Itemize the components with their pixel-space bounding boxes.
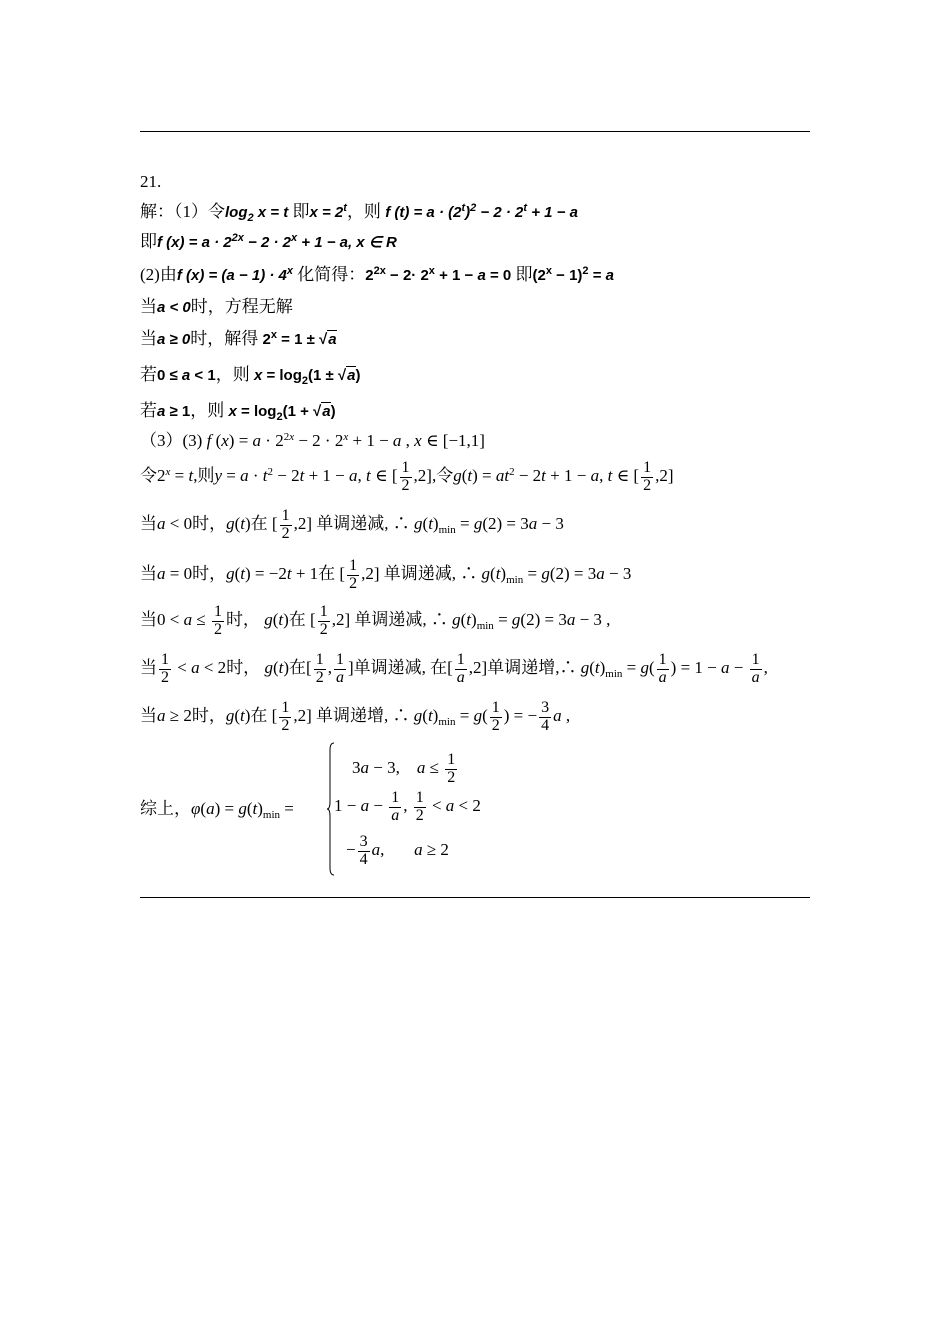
case-pos-sol: $2^x = 1 \pm √a$ — [262, 329, 337, 348]
part1-ze: ，则 — [346, 202, 381, 221]
ling-g: ,令 — [431, 466, 454, 486]
case-neg-cond: a < 0 — [157, 299, 191, 316]
frac-3-4: $\frac{3}{4}$ — [359, 833, 368, 868]
part1-intro: 解：（1）令 — [140, 202, 225, 221]
frac-1-over-a: $\frac{1}{a}$ — [456, 651, 465, 686]
frac-half: $\frac{1}{2}$ — [161, 651, 169, 686]
part1-ji: 即 — [292, 202, 310, 221]
frac-half: $\frac{1}{2}$ — [643, 459, 652, 494]
case-pos-pre: 当 — [140, 329, 157, 348]
part2-line1 — [140, 266, 614, 283]
ruo1-mid: ，则 — [215, 365, 250, 384]
part1-x-eq: $x = 2^t$ — [309, 202, 347, 221]
case-neg-pre: 当 — [140, 297, 157, 316]
jian: 单调递减 — [354, 610, 423, 630]
part3-label: （3） — [140, 431, 183, 450]
dang: 当 — [140, 514, 157, 534]
part3-line1: （3）(3) f $(x) = a \cdot 2^{2x} - 2 \cdot 2^x + 1 - a$ , x ∈ [−1,1] — [140, 431, 485, 450]
summary-text: 综上， — [140, 799, 191, 818]
zeng: 单调递增 — [316, 706, 385, 726]
jian: 单调递减 — [383, 564, 452, 584]
part2-simplified: $2^{2x} - 2\cdot 2^x + 1 - a = 0$ — [365, 265, 512, 284]
frac-half: $\frac{1}{2}$ — [349, 557, 358, 592]
part2-simplify: 化简得： — [297, 265, 366, 284]
frac-half: $\frac{1}{2}$ — [315, 651, 324, 686]
frac-half: $\frac{1}{2}$ — [281, 507, 290, 542]
therefore: ∴ — [392, 514, 410, 534]
jian: 单调递减 — [353, 658, 422, 678]
piecewise-case-1: 3a − 3, a ≤ $\frac{1}{2}$ — [352, 751, 456, 786]
ruo2-mid: ，则 — [190, 401, 225, 420]
part3-case-b: 当a = 0时，g(t) = −2t + 1在 [ $\frac{1}{2}$ ,2] 单调递减, ∴ $g(t)_{min} = g(2) = 3a - 3$ — [140, 557, 632, 592]
ruo1-cond: 0 ≤ a < 1 — [157, 367, 216, 384]
frac-half: $\frac{1}{2}$ — [319, 603, 328, 638]
frac-half: $\frac{1}{2}$ — [213, 603, 222, 638]
part2-line5 — [140, 401, 336, 423]
ruo2-cond: a ≥ 1 — [157, 403, 191, 420]
bottom-rule — [140, 897, 810, 898]
frac-3-4: $\frac{3}{4}$ — [541, 699, 550, 734]
ruo1-sol: $x = \log_2(1 \pm √a)$ — [253, 367, 361, 387]
zai: 在 — [250, 706, 268, 726]
case-pos-mid: 时，解得 — [190, 329, 259, 348]
ling: 令 — [140, 466, 157, 486]
part2-ji: 即 — [515, 265, 533, 284]
frac-1-over-a: $\frac{1}{a}$ — [391, 789, 400, 824]
zeng: 单调递增 — [487, 658, 556, 678]
therefore: ∴ — [460, 564, 478, 584]
shi: 时， — [192, 564, 227, 584]
frac-1-over-a: $\frac{1}{a}$ — [335, 651, 344, 686]
part2-line3 — [140, 330, 337, 347]
ze-y: ,则 — [193, 466, 215, 486]
case-pos-cond: a ≥ 0 — [157, 331, 191, 348]
part3-case-d: 当 $\frac{1}{2}$ < a < 2时， g(t)在[ $\frac{1}{2}$ , $\frac{1}{a}$ ]单调递减, 在[ $\frac{1}{a}$ ,2]单调递增,∴ $g(t)_{min} = g$( $\frac{1}{a}$ ) = 1 − a − $\frac{1}{a}$ , — [140, 651, 768, 686]
dang: 当 — [140, 564, 157, 584]
summary-label: 综上，$\varphi(a) = g(t)_{min}$ = — [140, 799, 294, 821]
piecewise-case-2: 1 − a − $\frac{1}{a}$ , $\frac{1}{2}$ < a < 2 — [334, 789, 481, 824]
part1-fx: f $(x) = a \cdot 2^{2x} - 2 \cdot 2^x + 1 - a$, x ∈ R — [157, 232, 397, 251]
part1-substitution: $\log_2 x = t$ — [225, 204, 289, 224]
zai: 在 — [250, 514, 268, 534]
part1-ji2: 即 — [140, 232, 157, 251]
therefore: ∴ — [559, 658, 577, 678]
zai: 在 — [288, 610, 306, 630]
shi: 时， — [226, 658, 261, 678]
shi: 时， — [192, 514, 227, 534]
zai: 在 — [318, 564, 336, 584]
piecewise-case-3: − $\frac{3}{4}$ a, a ≥ 2 — [346, 833, 449, 868]
part1-ft: f $(t) = a \cdot (2^t)^2 - 2 \cdot 2^t + 1 - a$ — [385, 202, 578, 221]
part2-square: $(2^x - 1)^2 = a$ — [532, 265, 614, 284]
therefore: ∴ — [430, 610, 448, 630]
shi: 时， — [225, 610, 260, 630]
frac-half: $\frac{1}{2}$ — [447, 751, 456, 786]
ruo1: 若 — [140, 365, 157, 384]
dang: 当 — [140, 610, 157, 630]
part1-line2 — [140, 233, 397, 250]
top-rule — [140, 131, 810, 132]
part2-line4 — [140, 365, 361, 387]
dang: 当 — [140, 706, 157, 726]
zai: 在 — [289, 658, 307, 678]
frac-half: $\frac{1}{2}$ — [281, 699, 290, 734]
dang: 当 — [140, 658, 157, 678]
zai: 在 — [430, 658, 448, 678]
part2-line2 — [140, 298, 293, 315]
part1-line1 — [140, 202, 578, 224]
part2-eq: f $(x) = (a - 1) \cdot 4^x$ — [176, 265, 293, 284]
ruo2-sol: $x = \log_2(1 + √a)$ — [228, 403, 336, 423]
frac-half: $\frac{1}{2}$ — [415, 789, 424, 824]
frac-1-over-a: $\frac{1}{a}$ — [658, 651, 667, 686]
part2-you: (2)由 — [140, 265, 177, 284]
problem-number: 21. — [140, 172, 162, 191]
case-neg-post: 时，方程无解 — [190, 297, 293, 316]
shi: 时， — [191, 706, 226, 726]
frac-half: $\frac{1}{2}$ — [401, 459, 410, 494]
frac-half: $\frac{1}{2}$ — [491, 699, 500, 734]
frac-1-over-a: $\frac{1}{a}$ — [751, 651, 760, 686]
part3-line2: 令$2^x = t$,则$y = a \cdot t^2 - 2t + 1 - a$, t ∈ [ $\frac{1}{2}$ ,2],令$g(t) = at^2 - 2t + 1 - a$, t ∈ [ $\frac{1}{2}$ ,2] — [140, 459, 674, 494]
part3-case-c: 当0 < a ≤ $\frac{1}{2}$ 时， g(t)在 [ $\frac{1}{2}$ ,2] 单调递减, ∴ $g(t)_{min} = g(2) = 3a - 3$ , — [140, 603, 611, 638]
jian: 单调递减 — [316, 514, 385, 534]
ruo2: 若 — [140, 401, 157, 420]
therefore: ∴ — [392, 706, 410, 726]
part3-case-a: 当a < 0时，g(t)在 [ $\frac{1}{2}$ ,2] 单调递减, ∴ $g(t)_{min} = g(2) = 3a - 3$ — [140, 507, 564, 542]
part3-case-e: 当a ≥ 2时，g(t)在 [ $\frac{1}{2}$ ,2] 单调递增, ∴ $g(t)_{min} = g$( $\frac{1}{2}$ ) = − $\frac{3}{4}$ a , — [140, 699, 571, 734]
